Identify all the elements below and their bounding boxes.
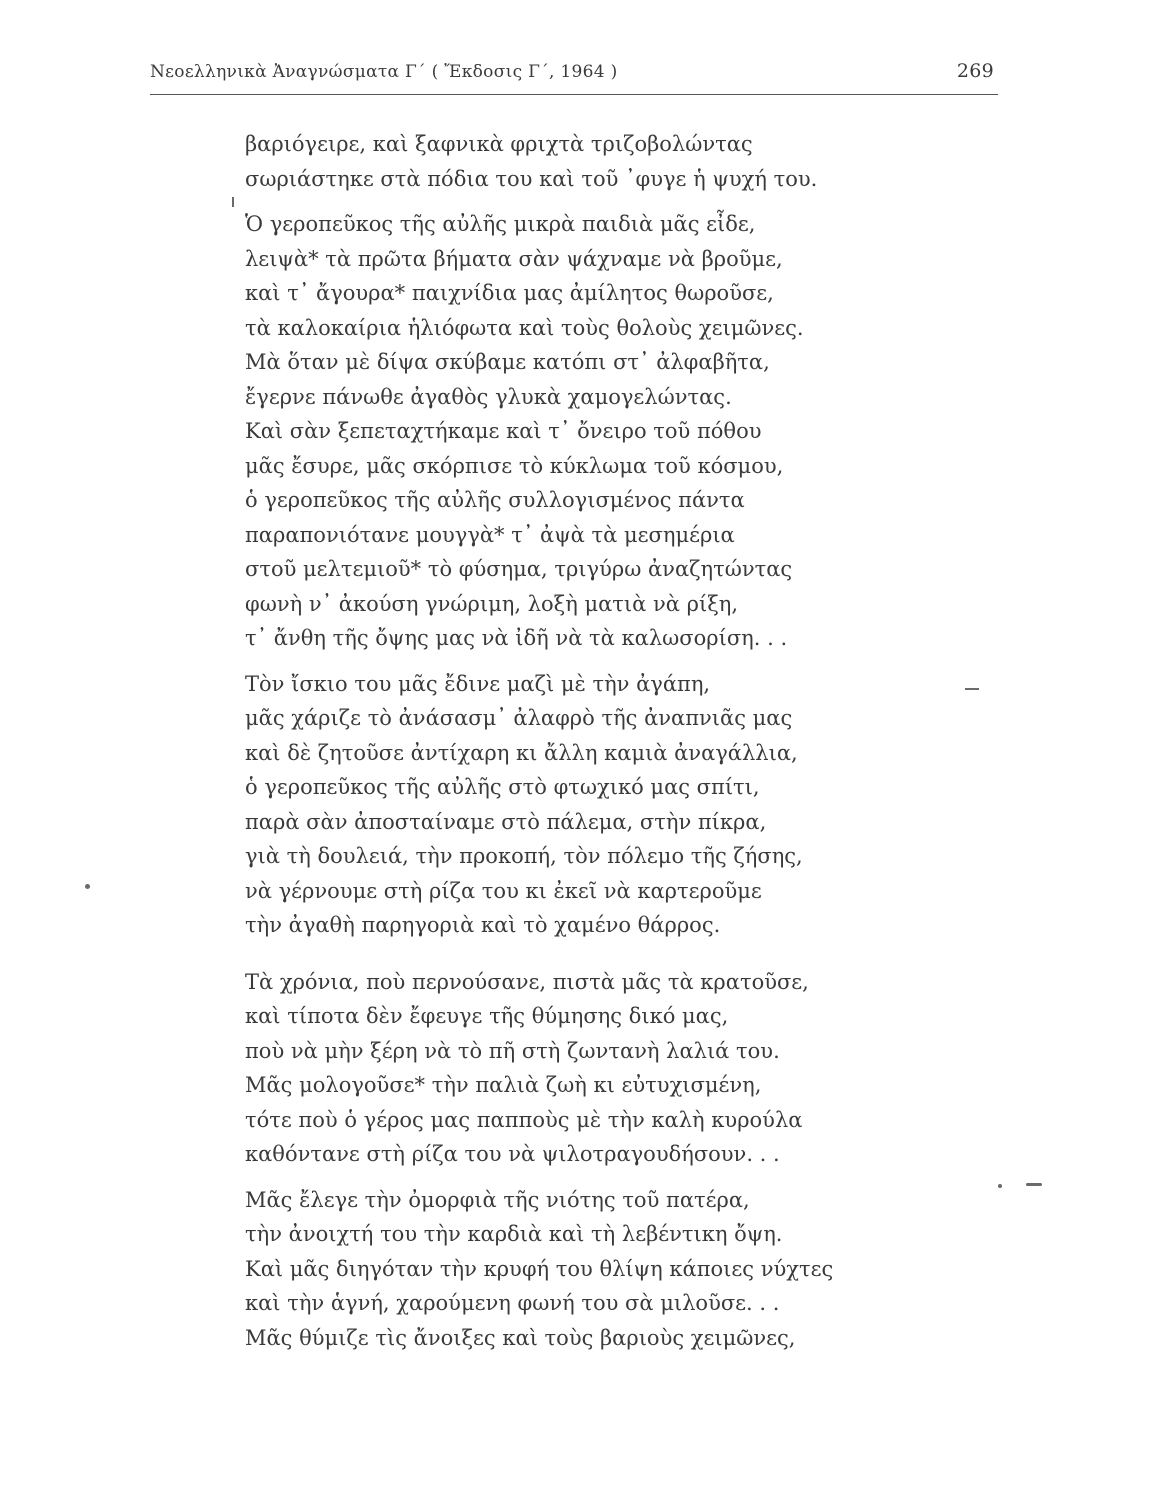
stanza-break	[245, 1172, 945, 1183]
verse-line: στοῦ μελτεμιοῦ* τὸ φύσημα, τριγύρω ἀναζητώντας	[245, 557, 793, 581]
verse-line: τὰ καλοκαίρια ἡλιόφωτα καὶ τοὺς θολοὺς χειμῶνες.	[245, 315, 804, 340]
verse-line: τὴν ἀνοιχτή του τὴν καρδιὰ καὶ τὴ λεβέντικη ὄψη.	[245, 1222, 783, 1246]
stanza-break	[245, 656, 945, 667]
scan-speck	[998, 1184, 1002, 1188]
verse-line: Ὁ γεροπεῦκος τῆς αὐλῆς μικρὰ παιδιὰ μᾶς εἶδε,	[245, 212, 756, 236]
verse-line: Μᾶς θύμιζε τὶς ἄνοιξες καὶ τοὺς βαριοὺς χειμῶνες,	[245, 1325, 796, 1350]
verse-line: καὶ τίποτα δὲν ἔφευγε τῆς θύμησης δικό μας,	[245, 1004, 729, 1028]
scan-speck	[85, 884, 90, 889]
stanza-break	[245, 196, 945, 207]
running-head	[150, 58, 998, 90]
verse-line: καθόντανε στὴ ρίζα του νὰ ψιλοτραγουδήσουν. . .	[245, 1142, 780, 1166]
scan-speck	[232, 197, 234, 207]
stanza	[245, 1183, 945, 1356]
verse-line: μᾶς χάριζε τὸ ἀνάσασμ᾿ ἀλαφρὸ τῆς ἀναπνιᾶς μας	[245, 706, 793, 730]
verse-line: Μᾶς μολογοῦσε* τὴν παλιὰ ζωὴ κι εὐτυχισμένη,	[245, 1073, 762, 1097]
verse-line: καὶ τ᾿ ἄγουρα* παιχνίδια μας ἀμίλητος θωροῦσε,	[245, 281, 774, 305]
verse-line: νὰ γέρνουμε στὴ ρίζα του κι ἐκεῖ νὰ καρτεροῦμε	[245, 878, 762, 903]
verse-line: λειψὰ* τὰ πρῶτα βήματα σὰν ψάχναμε νὰ βροῦμε,	[245, 246, 783, 271]
verse-line: ἔγερνε πάνωθε ἀγαθὸς γλυκὰ χαμογελώντας.	[245, 384, 732, 409]
page-number: 269	[956, 60, 994, 82]
verse-line: τ᾿ ἄνθη τῆς ὄψης μας νὰ ἰδῆ νὰ τὰ καλωσορίση. . .	[245, 626, 788, 650]
verse-line: τὴν ἀγαθὴ παρηγοριὰ καὶ τὸ χαμένο θάρρος.	[245, 913, 721, 937]
stanza-break	[245, 943, 945, 965]
verse-line: καὶ τὴν ἁγνή, χαρούμενη φωνή του σὰ μιλοῦσε. . .	[245, 1291, 780, 1315]
verse-line: ὁ γεροπεῦκος τῆς αὐλῆς στὸ φτωχικό μας σπίτι,	[245, 775, 760, 799]
verse-line: Μᾶς ἔλεγε τὴν ὀμορφιὰ τῆς νιότης τοῦ πατέρα,	[245, 1187, 750, 1212]
verse-line: μᾶς ἔσυρε, μᾶς σκόρπισε τὸ κύκλωμα τοῦ κόσμου,	[245, 453, 784, 478]
verse-line: παρὰ σὰν ἀποσταίναμε στὸ πάλεμα, στὴν πίκρα,	[245, 809, 767, 834]
running-head-title: Νεοελληνικὰ Ἀναγνώσματα Γ΄ ( Ἔκδοσις Γ΄, 1964 )	[150, 62, 618, 82]
verse-line: παραπονιότανε μουγγὰ* τ᾿ ἀψὰ τὰ μεσημέρια	[245, 522, 735, 547]
verse-line: βαριόγειρε, καὶ ξαφνικὰ φριχτὰ τριζοβολώντας	[245, 132, 753, 156]
verse-line: Καὶ μᾶς διηγόταν τὴν κρυφή του θλίψη κάποιες νύχτες	[245, 1256, 834, 1281]
verse-line: τότε ποὺ ὁ γέρος μας παπποὺς μὲ τὴν καλὴ κυρούλα	[245, 1107, 803, 1132]
verse-line: Τὸν ἴσκιο του μᾶς ἔδινε μαζὶ μὲ τὴν ἀγάπη,	[245, 671, 711, 696]
verse-line: ποὺ νὰ μὴν ξέρη νὰ τὸ πῆ στὴ ζωντανὴ λαλιά του.	[245, 1038, 780, 1063]
verse-line: Τὰ χρόνια, ποὺ περνούσανε, πιστὰ μᾶς τὰ κρατοῦσε,	[245, 969, 809, 994]
stanza	[245, 207, 945, 656]
stanza	[245, 965, 945, 1172]
verse-line: ὁ γεροπεῦκος τῆς αὐλῆς συλλογισμένος πάντα	[245, 488, 745, 512]
verse-line: Καὶ σὰν ξεπεταχτήκαμε καὶ τ᾿ ὄνειρο τοῦ πόθου	[245, 419, 762, 443]
verse-line: Μὰ ὅταν μὲ δίψα σκύβαμε κατόπι στ᾿ ἀλφαβῆτα,	[245, 350, 770, 374]
verse-line: φωνὴ ν᾿ ἀκούση γνώριμη, λοξὴ ματιὰ νὰ ρίξη,	[245, 591, 739, 616]
stanza	[245, 127, 945, 196]
scan-speck	[1026, 1183, 1042, 1186]
header-rule	[150, 94, 998, 95]
verse-line: καὶ δὲ ζητοῦσε ἀντίχαρη κι ἄλλη καμιὰ ἀναγάλλια,	[245, 740, 798, 765]
stanza	[245, 667, 945, 943]
scan-speck	[965, 688, 979, 690]
verse-line: γιὰ τὴ δουλειά, τὴν προκοπή, τὸν πόλεμο τῆς ζήσης,	[245, 844, 803, 868]
verse-line: σωριάστηκε στὰ πόδια του καὶ τοῦ ᾿φυγε ἡ ψυχή του.	[245, 166, 818, 191]
poem-text	[245, 127, 945, 1355]
